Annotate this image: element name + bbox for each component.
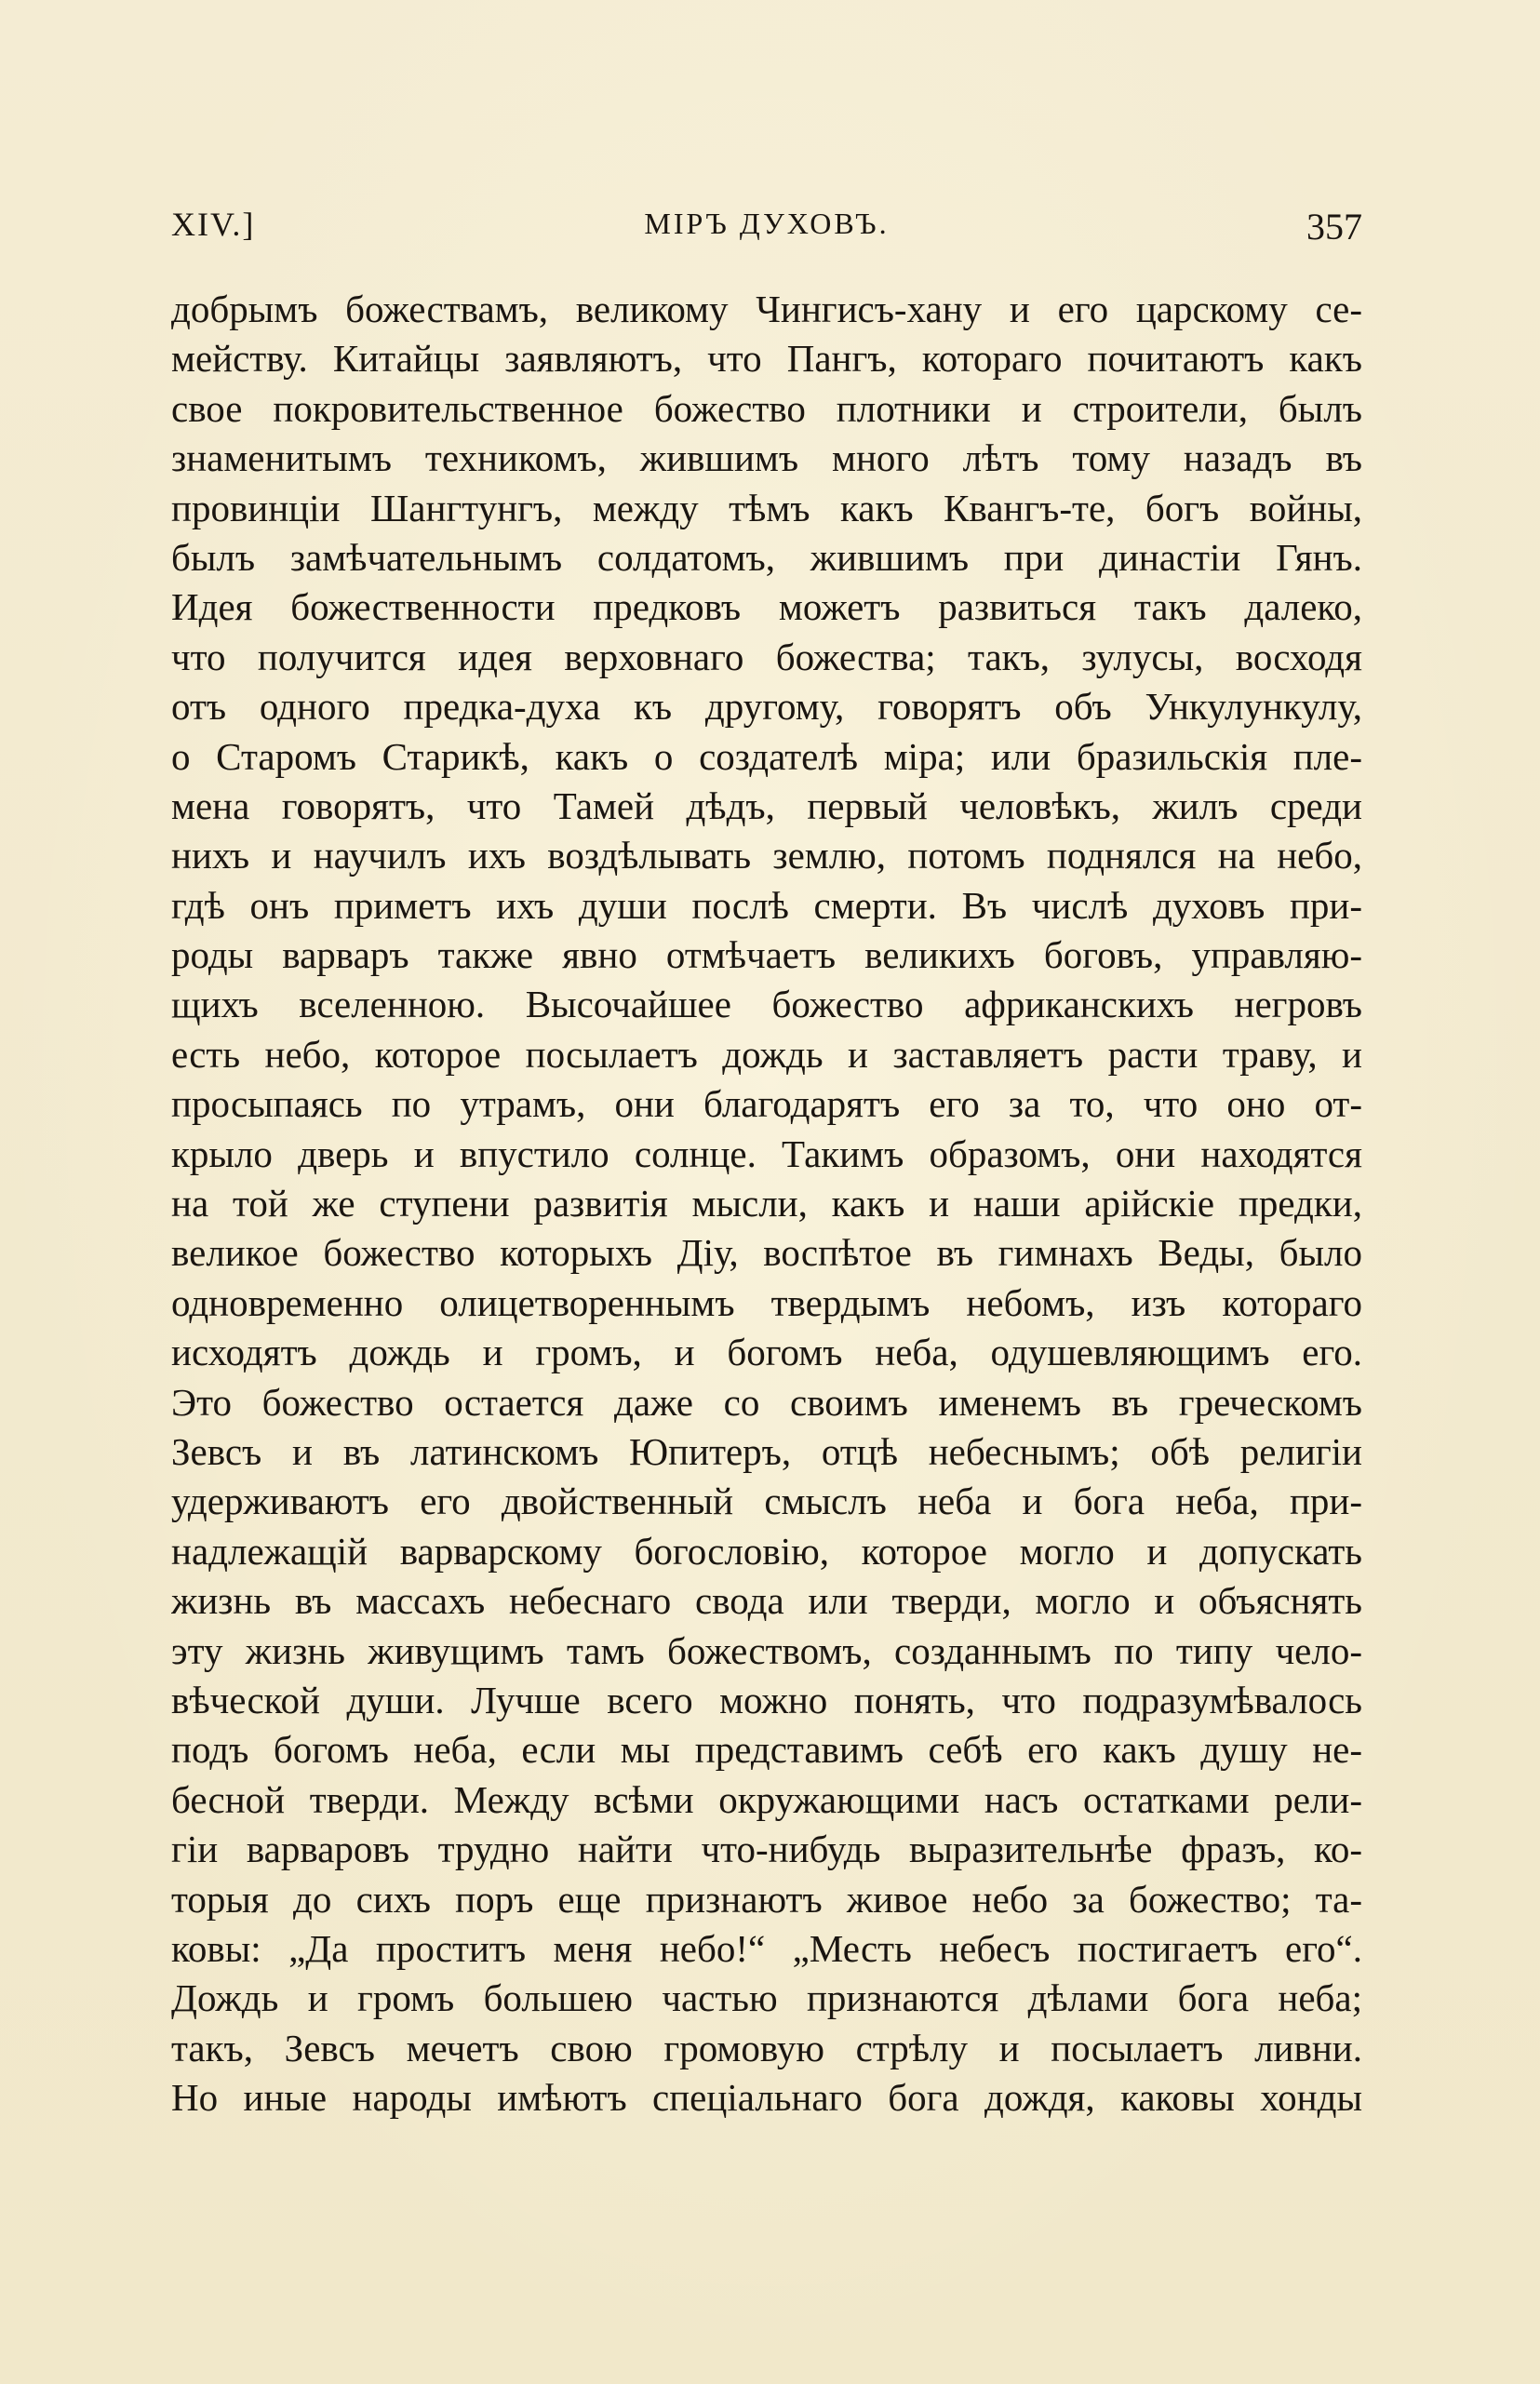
text-line: на той же ступени развитія мысли, какъ и наши арійскіе предки, <box>171 1182 1362 1225</box>
text-line: одновременно олицетвореннымъ твердымъ небомъ, изъ котораго <box>171 1280 1362 1324</box>
text-line: надлежащій варварскому богословію, которое могло и допускать <box>171 1529 1362 1573</box>
text-line: нихъ и научилъ ихъ воздѣлывать землю, потомъ поднялся на небо, <box>171 834 1362 877</box>
text-line: былъ замѣчательнымъ солдатомъ, жившимъ при династіи Гянъ. <box>171 535 1362 579</box>
text-line: Это божество остается даже со своимъ именемъ въ греческомъ <box>171 1380 1362 1424</box>
text-line: великое божество которыхъ Діу, воспѣтое въ гимнахъ Веды, было <box>171 1231 1362 1275</box>
text-line: гіи варваровъ трудно найти что-нибудь выразительнѣе фразъ, ко- <box>171 1828 1362 1871</box>
text-line: такъ, Зевсъ мечетъ свою громовую стрѣлу и посылаетъ ливни. <box>171 2026 1362 2069</box>
text-line: удерживаютъ его двойственный смыслъ неба и бога неба, при- <box>171 1480 1362 1523</box>
text-line: щихъ вселенною. Высочайшее божество африканскихъ негровъ <box>171 983 1362 1026</box>
text-line: бесной тверди. Между всѣми окружающими насъ остатками рели- <box>171 1777 1362 1821</box>
text-line: эту жизнь живущимъ тамъ божествомъ, созданнымъ по типу чело- <box>171 1628 1362 1672</box>
text-line: подъ богомъ неба, если мы представимъ себѣ его какъ душу не- <box>171 1728 1362 1772</box>
text-line: свое покровительственное божество плотники и строители, былъ <box>171 386 1362 430</box>
text-line: исходятъ дождь и громъ, и богомъ неба, одушевляющимъ его. <box>171 1331 1362 1374</box>
text-line: о Старомъ Старикѣ, какъ о создателѣ міра; или бразильскія пле- <box>171 734 1362 778</box>
text-line: что получится идея верховнаго божества; такъ, зулусы, восходя <box>171 635 1362 678</box>
text-line: мейству. Китайцы заявляютъ, что Пангъ, котораго почитаютъ какъ <box>171 337 1362 381</box>
text-line: гдѣ онъ приметъ ихъ души послѣ смерти. Въ числѣ духовъ при- <box>171 883 1362 927</box>
body-text <box>171 285 1362 2123</box>
running-title: МІРЪ ДУХОВЪ. <box>644 207 890 240</box>
text-line: торыя до сихъ поръ еще признаютъ живое небо за божество; та- <box>171 1877 1362 1921</box>
chapter-number: XIV.] <box>171 206 256 243</box>
text-line: роды варваръ также явно отмѣчаетъ великихъ боговъ, управляю- <box>171 933 1362 977</box>
text-line: вѣческой души. Лучше всего можно понять, что подразумѣвалось <box>171 1678 1362 1721</box>
text-line: знаменитымъ техникомъ, жившимъ много лѣтъ тому назадъ въ <box>171 436 1362 480</box>
text-line: Дождь и громъ большею частью признаются дѣлами бога неба; <box>171 1976 1362 2020</box>
text-line: есть небо, которое посылаетъ дождь и заставляетъ расти траву, и <box>171 1032 1362 1076</box>
text-line: крыло дверь и впустило солнце. Такимъ образомъ, они находятся <box>171 1132 1362 1175</box>
text-line: Идея божественности предковъ можетъ развиться такъ далеко, <box>171 585 1362 629</box>
text-line: Зевсъ и въ латинскомъ Юпитеръ, отцѣ небеснымъ; обѣ религіи <box>171 1429 1362 1473</box>
page-number: 357 <box>1306 206 1362 248</box>
text-line: добрымъ божествамъ, великому Чингисъ-хану и его царскому се- <box>171 288 1362 330</box>
text-line: ковы: „Да проститъ меня небо!“ „Месть небесъ постигаетъ его“. <box>171 1926 1362 1970</box>
text-line: провинціи Шангтунгъ, между тѣмъ какъ Квангъ-те, богъ войны, <box>171 486 1362 529</box>
text-line: Но иные народы имѣютъ спеціальнаго бога дождя, каковы хонды <box>171 2076 1362 2120</box>
running-header <box>171 205 1362 253</box>
text-line: просыпаясь по утрамъ, они благодарятъ его за то, что оно от- <box>171 1082 1362 1126</box>
text-line: отъ одного предка-духа къ другому, говорятъ объ Ункулункулу, <box>171 685 1362 729</box>
text-line: мена говорятъ, что Тамей дѣдъ, первый человѣкъ, жилъ среди <box>171 784 1362 827</box>
text-line: жизнь въ массахъ небеснаго свода или тверди, могло и объяснять <box>171 1579 1362 1623</box>
